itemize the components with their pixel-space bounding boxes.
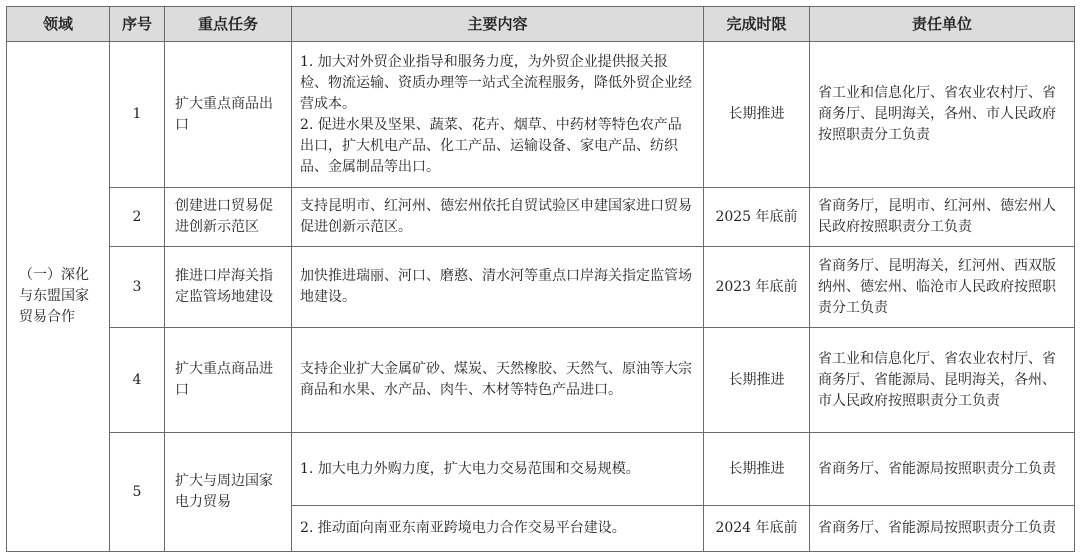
table-row [7,328,1075,433]
task-cell: 扩大重点商品进口 [165,328,292,433]
deadline-cell: 2023 年底前 [704,247,810,328]
deadline-cell: 2024 年底前 [704,506,810,552]
content-cell [292,247,704,328]
content-cell [292,188,704,247]
content-item: 支持企业扩大金属矿砂、煤炭、天然橡胶、天然气、原油等大宗商品和水果、水产品、肉牛、木材等特色产品进口。 [300,361,692,398]
row-number: 1 [110,42,165,188]
task-cell: 推进口岸海关指定监管场地建设 [165,247,292,328]
owner-cell: 省商务厅、省能源局按照职责分工负责 [810,433,1075,506]
owner-cell: 省工业和信息化厅、省农业农村厅、省商务厅、省能源局、昆明海关，各州、市人民政府按照职责分工负责 [810,328,1075,433]
table-row [7,247,1075,328]
header-task: 重点任务 [165,7,292,42]
content-item: 2. 推动面向南亚东南亚跨境电力合作交易平台建设。 [300,520,626,536]
owner-cell: 省商务厅、省能源局按照职责分工负责 [810,506,1075,552]
table-row [7,433,1075,506]
deadline-cell: 长期推进 [704,42,810,188]
table-header-row [7,7,1075,42]
content-cell [292,328,704,433]
owner-cell: 省商务厅、昆明海关，红河州、西双版纳州、德宏州、临沧市人民政府按照职责分工负责 [810,247,1075,328]
content-item: 1. 加大电力外购力度，扩大电力交易范围和交易规模。 [300,460,640,477]
content-item: 加快推进瑞丽、河口、磨憨、清水河等重点口岸海关指定监管场地建设。 [300,268,692,305]
owner-cell: 省商务厅，昆明市、红河州、德宏州人民政府按照职责分工负责 [810,188,1075,247]
header-deadline: 完成时限 [704,7,810,42]
deadline-cell: 2025 年底前 [704,188,810,247]
task-cell: 扩大重点商品出口 [165,42,292,188]
deadline-cell: 长期推进 [704,328,810,433]
header-no: 序号 [110,7,165,42]
header-area: 领域 [7,7,110,42]
task-table [6,6,1075,552]
deadline-cell: 长期推进 [704,433,810,506]
table-row [7,42,1075,188]
owner-cell: 省工业和信息化厅、省农业农村厅、省商务厅、昆明海关，各州、市人民政府按照职责分工负责 [810,42,1075,188]
content-item: 1. 加大对外贸企业指导和服务力度，为外贸企业提供报关报检、物流运输、资质办理等一站式全流程服务，降低外贸企业经营成本。 [300,53,692,112]
task-cell: 扩大与周边国家电力贸易 [165,433,292,552]
header-owner: 责任单位 [810,7,1075,42]
row-number: 4 [110,328,165,433]
content-cell [292,506,704,552]
content-cell [292,433,704,506]
row-number: 5 [110,433,165,552]
task-cell: 创建进口贸易促进创新示范区 [165,188,292,247]
content-item: 支持昆明市、红河州、德宏州依托自贸试验区申建国家进口贸易促进创新示范区。 [300,198,692,235]
content-cell [292,42,704,188]
table-row [7,188,1075,247]
row-number: 3 [110,247,165,328]
header-content: 主要内容 [292,7,704,42]
content-item: 2. 促进水果及坚果、蔬菜、花卉、烟草、中药材等特色农产品出口，扩大机电产品、化工产品、运输设备、家电产品、纺织品、金属制品等出口。 [300,116,682,175]
row-number: 2 [110,188,165,247]
area-cell: （一）深化与东盟国家贸易合作 [7,42,110,552]
